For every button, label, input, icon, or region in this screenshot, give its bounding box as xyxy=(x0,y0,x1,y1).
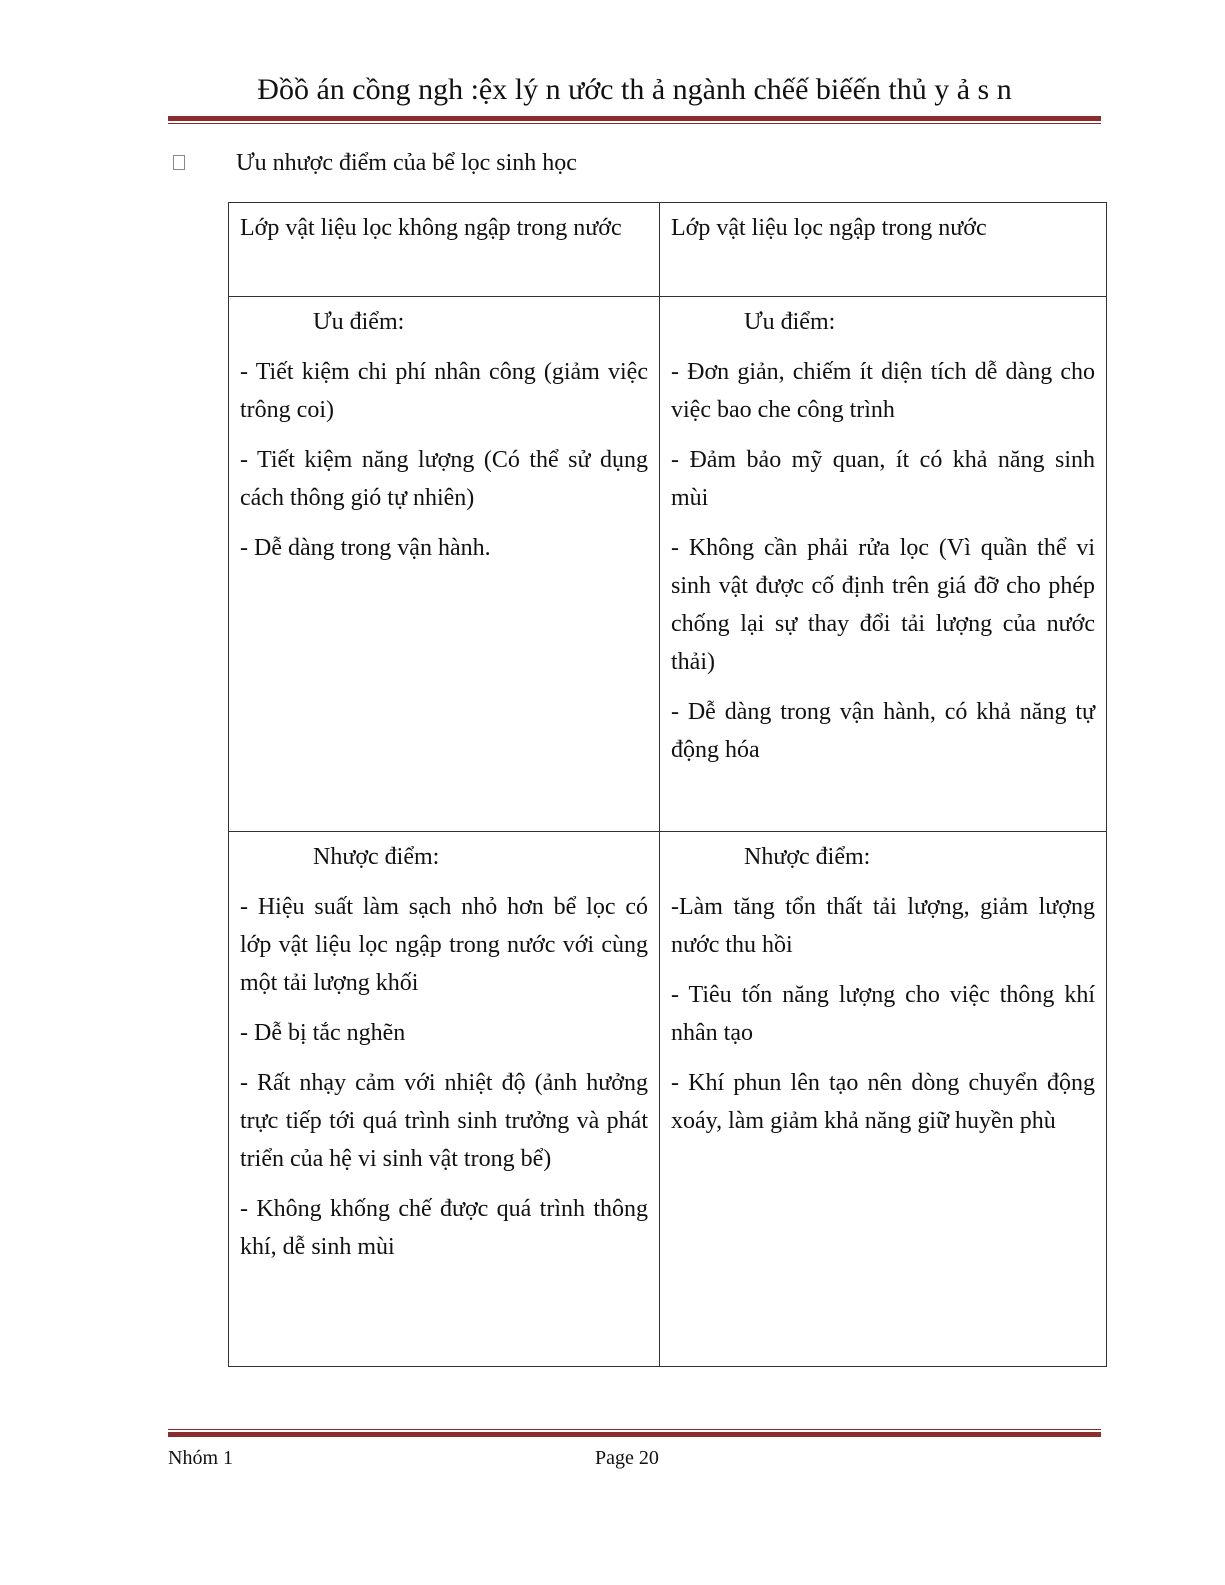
disadvantages-heading: Nhược điểm: xyxy=(313,844,440,870)
bullet-line xyxy=(170,146,1070,180)
list-item: - Dễ dàng trong vận hành. xyxy=(240,535,491,561)
list-item: - Không cần phải rửa lọc (Vì quần thể vi sinh vật được cố định trên giá đỡ cho phép chống lại sự thay đổi tải lượng của nước thải) xyxy=(671,535,1095,675)
list-item: - Hiệu suất làm sạch nhỏ hơn bể lọc có lớp vật liệu lọc ngập trong nước với cùng một tải lượng khối xyxy=(240,894,648,996)
list-item: - Không khống chế được quá trình thông khí, dễ sinh mùi xyxy=(240,1196,648,1260)
advantages-row xyxy=(229,297,1107,832)
list-item: - Rất nhạy cảm với nhiệt độ (ảnh hưởng trực tiếp tới quá trình sinh trưởng và phát triển của hệ vi sinh vật trong bể) xyxy=(240,1070,648,1172)
list-item: - Đảm bảo mỹ quan, ít có khả năng sinh mùi xyxy=(671,447,1095,511)
header-cell-non-submerged: Lớp vật liệu lọc không ngập trong nước xyxy=(229,203,660,297)
disadvantages-cell-left xyxy=(229,832,660,1367)
footer-group-label: Nhóm 1 xyxy=(168,1447,233,1469)
disadvantages-heading: Nhược điểm: xyxy=(744,844,871,870)
advantages-cell-left xyxy=(229,297,660,832)
list-item: - Dễ dàng trong vận hành, có khả năng tự động hóa xyxy=(671,699,1095,763)
footer-page-number: Page 20 xyxy=(595,1447,659,1469)
list-item: -Làm tăng tổn thất tải lượng, giảm lượng nước thu hồi xyxy=(671,894,1095,958)
bullet-text: Ưu nhược điểm của bể lọc sinh học xyxy=(236,150,577,176)
list-item: - Khí phun lên tạo nên dòng chuyển động xoáy, làm giảm khả năng giữ huyền phù xyxy=(671,1070,1095,1134)
advantages-heading: Ưu điểm: xyxy=(744,309,836,335)
disadvantages-row xyxy=(229,832,1107,1367)
list-item: - Dễ bị tắc nghẽn xyxy=(240,1020,406,1046)
list-item: - Đơn giản, chiếm ít diện tích dễ dàng cho việc bao che công trình xyxy=(671,359,1095,423)
page-header-title: Đồồ án cồng ngh :ệx lý n ước th ả ngành chếế biếến thủ y ả s n xyxy=(257,73,1012,106)
advantages-heading: Ưu điểm: xyxy=(313,309,405,335)
list-item: - Tiết kiệm năng lượng (Có thể sử dụng cách thông gió tự nhiên) xyxy=(240,447,648,511)
list-item: - Tiết kiệm chi phí nhân công (giảm việc trông coi) xyxy=(240,359,648,423)
bullet-icon xyxy=(173,155,185,170)
header-rule-thick xyxy=(168,116,1101,121)
comparison-table xyxy=(228,202,1107,1367)
advantages-cell-right xyxy=(660,297,1107,832)
footer-rule-thick xyxy=(168,1432,1101,1437)
list-item: - Tiêu tốn năng lượng cho việc thông khí nhân tạo xyxy=(671,982,1095,1046)
table-header-row xyxy=(229,203,1107,297)
disadvantages-cell-right xyxy=(660,832,1107,1367)
footer-rule-thin xyxy=(168,1429,1101,1430)
header-cell-submerged: Lớp vật liệu lọc ngập trong nước xyxy=(660,203,1107,297)
header-rule-thin xyxy=(168,123,1101,124)
